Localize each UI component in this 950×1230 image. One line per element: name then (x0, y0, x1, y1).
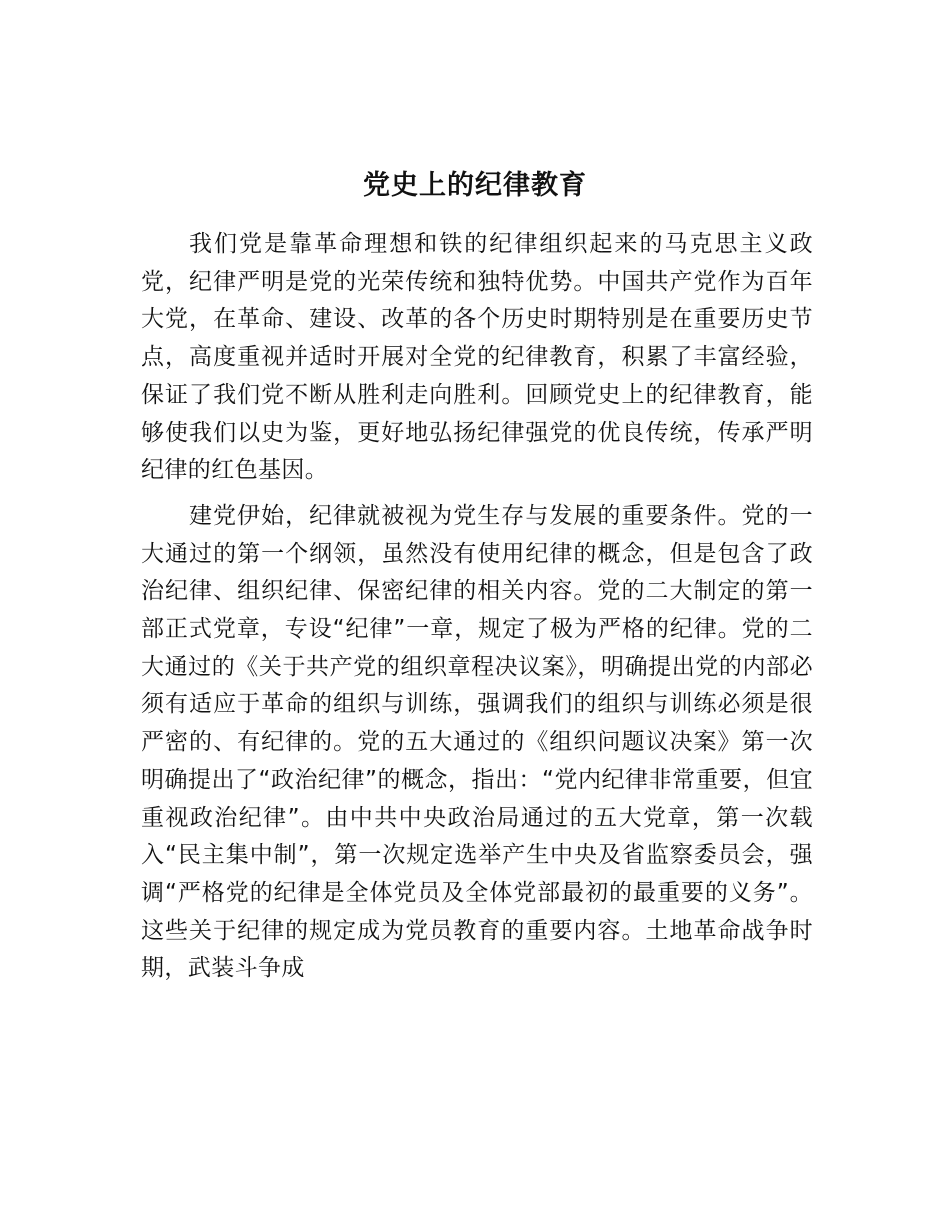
paragraph-2: 建党伊始，纪律就被视为党生存与发展的重要条件。党的一大通过的第一个纲领，虽然没有使用纪律的概念，但是包含了政治纪律、组织纪律、保密纪律的相关内容。党的二大制定的第一部正式党章，专设“纪律”一章，规定了极为严格的纪律。党的二大通过的《关于共产党的组织章程决议案》，明确提出党的内部必须有适应于革命的组织与训练，强调我们的组织与训练必须是很严密的、有纪律的。党的五大通过的《组织问题议决案》第一次明确提出了“政治纪律”的概念，指出：“党内纪律非常重要，但宜重视政治纪律”。由中共中央政治局通过的五大党章，第一次载入“民主集中制”，第一次规定选举产生中央及省监察委员会，强调“严格党的纪律是全体党员及全体党部最初的最重要的义务”。这些关于纪律的规定成为党员教育的重要内容。土地革命战争时期，武装斗争成 (141, 502, 813, 982)
paragraph-1: 我们党是靠革命理想和铁的纪律组织起来的马克思主义政党，纪律严明是党的光荣传统和独特优势。中国共产党作为百年大党，在革命、建设、改革的各个历史时期特别是在重要历史节点，高度重视并适时开展对全党的纪律教育，积累了丰富经验，保证了我们党不断从胜利走向胜利。回顾党史上的纪律教育，能够使我们以史为鉴，更好地弘扬纪律强党的优良传统，传承严明纪律的红色基因。 (141, 231, 813, 484)
document-title: 党史上的纪律教育 (363, 170, 587, 201)
document-body (141, 226, 813, 996)
